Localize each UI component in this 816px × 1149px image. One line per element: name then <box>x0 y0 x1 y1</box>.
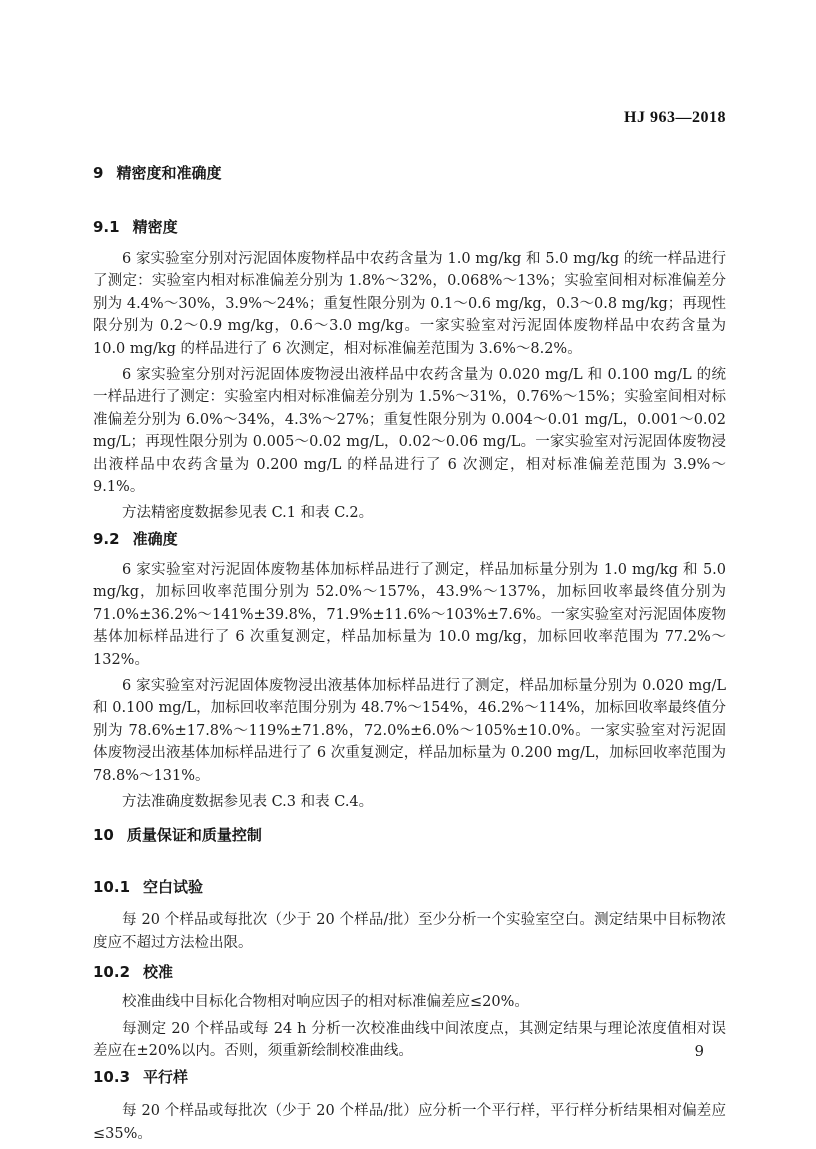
section-9-1-number: 9.1 <box>93 218 120 236</box>
section-10-number: 10 <box>93 826 114 845</box>
document-content <box>93 163 726 1149</box>
section-10-2-heading <box>93 962 726 982</box>
section-10-title: 质量保证和质量控制 <box>126 826 262 845</box>
standard-number: HJ 963—2018 <box>624 109 726 126</box>
page-number: 9 <box>694 1042 704 1060</box>
section-10-2-number: 10.2 <box>93 963 131 982</box>
section-9-1-table-reference: 方法精密度数据参见表 C.1 和表 C.2。 <box>122 505 374 522</box>
section-9-2-paragraph-1: 6 家实验室对污泥固体废物基体加标样品进行了测定，样品加标量分别为 1.0 mg/kg 和 5.0 mg/kg，加标回收率范围分别为 52.0%～157%，43.9%～137%，加标回收率最终值分别为 71.0%±36.2%～141%±39.8%，71.9%±11.6%～103%±7.6%。一家实验室对污泥固体废物基体加标样品进行了 6 次重复测定，样品加标量为 10.0 mg/kg，加标回收率范围为 77.2%～132%。 <box>93 561 726 668</box>
section-9-2-paragraph-2: 6 家实验室对污泥固体废物浸出液基体加标样品进行了测定，样品加标量分别为 0.020 mg/L 和 0.100 mg/L，加标回收率范围分别为 48.7%～154%，46.2%～114%，加标回收率最终值分别为 78.6%±17.8%～119%±71.8%，72.0%±6.0%～105%±10.0%。一家实验室对污泥固体废物浸出液基体加标样品进行了 6 次重复测定，样品加标量为 0.200 mg/L，加标回收率范围为 78.8%～131%。 <box>93 677 726 784</box>
section-9-number: 9 <box>93 164 104 182</box>
section-10-1-paragraph-1: 每 20 个样品或每批次（少于 20 个样品/批）至少分析一个实验室空白。测定结果中目标物浓度应不超过方法检出限。 <box>93 912 726 951</box>
section-10-3-heading <box>93 1067 726 1087</box>
document-header <box>93 109 726 127</box>
section-9-title: 精密度和准确度 <box>116 164 222 182</box>
section-10-2-paragraph-2: 每测定 20 个样品或每 24 h 分析一次校准曲线中间浓度点，其测定结果与理论浓度值相对误差应在±20%以内。否则，须重新绘制校准曲线。 <box>93 1020 726 1059</box>
section-9-2-heading <box>93 529 726 549</box>
section-10-1-heading <box>93 877 726 897</box>
section-9-2-number: 9.2 <box>93 529 120 548</box>
section-10-2-paragraph-1: 校准曲线中目标化合物相对响应因子的相对标准偏差应≤20%。 <box>122 994 529 1011</box>
section-10-3-paragraph-1: 每 20 个样品或每批次（少于 20 个样品/批）应分析一个平行样，平行样分析结果相对偏差应≤35%。 <box>93 1103 726 1142</box>
section-9-1-heading <box>93 217 726 237</box>
section-9-2-title: 准确度 <box>132 529 178 548</box>
section-9-1-title: 精密度 <box>132 218 178 236</box>
section-9-heading <box>93 163 726 183</box>
section-10-2-title: 校准 <box>143 963 174 982</box>
section-9-1-paragraph-1: 6 家实验室分别对污泥固体废物样品中农药含量为 1.0 mg/kg 和 5.0 mg/kg 的统一样品进行了测定：实验室内相对标准偏差分别为 1.8%～32%，0.068%～13%；实验室间相对标准偏差分别为 4.4%～30%，3.9%～24%；重复性限分别为 0.1～0.6 mg/kg，0.3～0.8 mg/kg；再现性限分别为 0.2～0.9 mg/kg，0.6～3.0 mg/kg。一家实验室对污泥固体废物样品中农药含量为 10.0 mg/kg 的样品进行了 6 次测定，相对标准偏差范围为 3.6%～8.2%。 <box>93 251 726 357</box>
section-9-2-table-reference: 方法准确度数据参见表 C.3 和表 C.4。 <box>122 793 374 810</box>
section-10-heading <box>93 825 726 845</box>
section-10-3-title: 平行样 <box>143 1068 189 1087</box>
section-9-1-paragraph-2: 6 家实验室分别对污泥固体废物浸出液样品中农药含量为 0.020 mg/L 和 0.100 mg/L 的统一样品进行了测定：实验室内相对标准偏差分别为 1.5%～31%，0.76%～15%；实验室间相对标准偏差分别为 6.0%～34%，4.3%～27%；重复性限分别为 0.004～0.01 mg/L，0.001～0.02 mg/L；再现性限分别为 0.005～0.02 mg/L，0.02～0.06 mg/L。一家实验室对污泥固体废物浸出液样品中农药含量为 0.200 mg/L 的样品进行了 6 次测定，相对标准偏差范围为 3.9%～9.1%。 <box>93 367 726 496</box>
section-10-3-number: 10.3 <box>93 1068 131 1087</box>
section-10-1-number: 10.1 <box>93 878 131 897</box>
section-10-1-title: 空白试验 <box>143 878 204 897</box>
